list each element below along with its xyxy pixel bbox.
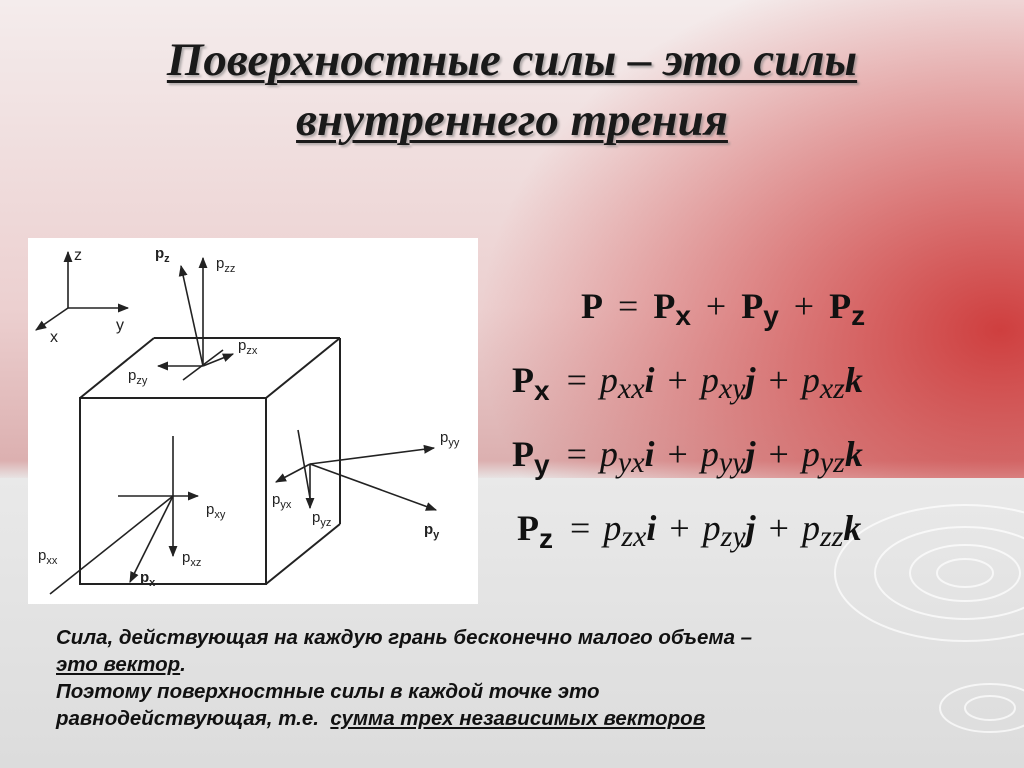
caption-line-2: это вектор. [56,653,186,676]
axis-label-y: y [116,317,124,334]
caption-sum-phrase: сумма трех независимых векторов [330,707,706,730]
title-line-1: Поверхностные силы – это силы [166,34,858,86]
label-py: $p_y$ [424,521,440,541]
label-pxz: $p_{xz}$ [182,549,202,569]
label-pzx: $p_{zx}$ [238,337,258,357]
label-pzy: $p_{zy}$ [128,367,148,387]
right-face-vectors [276,430,436,510]
cube-stress-diagram [28,238,478,604]
formula-px: $P_x$ = pxxi + pxyj + pxzk [512,360,863,406]
axis-label-x: x [50,329,58,346]
caption-vector-phrase: это вектор [56,653,181,676]
label-pyy: $p_{yy}$ [440,429,460,449]
top-face-vectors [158,258,233,380]
front-face-vectors [50,436,198,594]
caption-text [56,624,956,732]
slide-title [0,30,1024,150]
label-pxx: $p_{xx}$ [38,547,58,567]
label-pyx: $p_{yx}$ [272,491,292,511]
formula-pz: $P_z$ = pzxi + pzyj + pzzk [517,508,862,554]
caption-line-1: Сила, действующая на каждую грань бесконечно малого объема – [56,626,753,649]
label-pz: $p_z$ [155,245,170,265]
caption-line-3: Поэтому поверхностные силы в каждой точке это [56,680,600,703]
title-line-2: внутреннего трения [296,94,728,146]
label-pxy: $p_{xy}$ [206,501,226,521]
formula-total: P = Px + Py + Pz [581,286,866,331]
axis-label-z: z [74,247,82,264]
caption-line-4: равнодействующая, т.е. сумма трех независимых векторов [56,707,706,730]
cube [80,338,340,584]
label-pyz: $p_{yz}$ [312,509,332,529]
coordinate-axes [36,252,128,330]
formula-py: $P_y$ = pyxi + pyyj + pyzk [512,434,863,480]
label-pzz: $p_{zz}$ [216,255,236,275]
label-px: $p_x$ [140,569,156,589]
